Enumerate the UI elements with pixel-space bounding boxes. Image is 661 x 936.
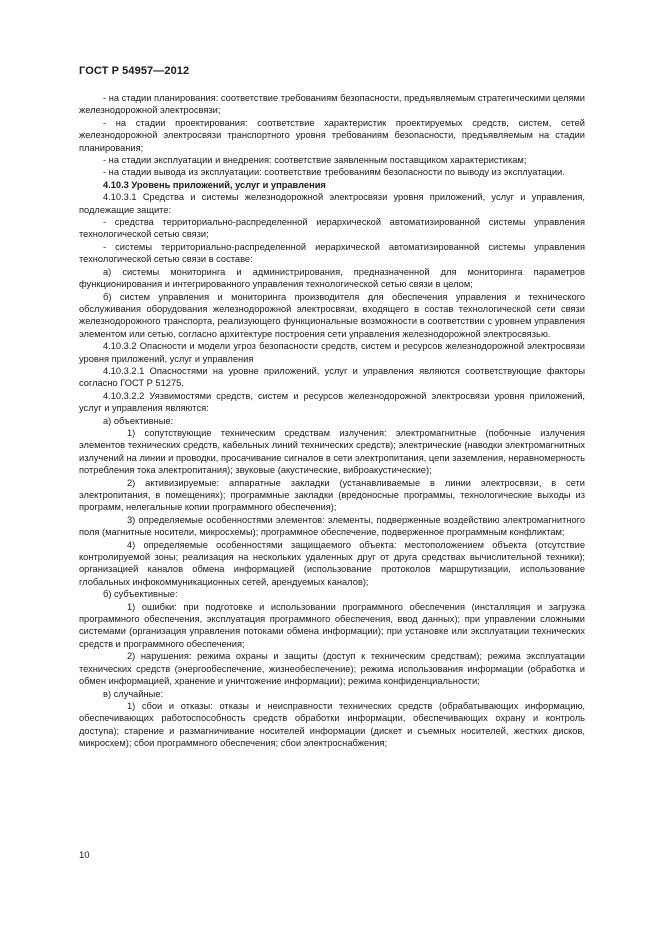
paragraph: 4.10.3.1 Средства и системы железнодорожной электросвязи уровня приложений, услуг и управления, подлежащие защите: <box>79 192 585 215</box>
paragraph: - средства территориально-распределенной иерархической автоматизированной системы управления технологической сетью связи; <box>79 217 585 240</box>
paragraph: 1) сопутствующие техническим средствам излучения: электромагнитные (побочные излучения элементов технических средств, кабельных линий технических средств); электрические (наводки электромагнитных излучений на линии и проводки, просачивание сигналов в сети электропитания, цепи заземления, неравномерность потребления тока электропитания); звуковые (акустические, виброакустические); <box>79 427 585 476</box>
paragraph: - на стадии планирования: соответствие требованиям безопасности, предъявляемым стратегическими целями железнодорожной электросвязи; <box>79 93 585 116</box>
paragraph: - на стадии вывода из эксплуатации: соответствие требованиям безопасности по выводу из эксплуатации. <box>103 167 565 178</box>
paragraph: - системы территориально-распределенной иерархической автоматизированной системы управления технологической сетью связи в составе: <box>79 241 585 265</box>
paragraph: 3) определяемые особенностями элементов: элементы, подверженные воздействию электромагнитного поля (магнитные носители, микросхемы); программное обеспечение, подверженное программным конфликтам; <box>79 514 585 538</box>
paragraph: а) системы мониторинга и администрирования, предназначенной для мониторинга параметров функционирования и интегрированного управления технологической сетью связи в целом; <box>79 266 585 290</box>
paragraph: 1) ошибки: при подготовке и использовании программного обеспечения (инсталляция и загрузка программного обеспечения, эксплуатация программного обеспечения, ввод данных); при управлении сложными системами (организация управления потоками обмена информации); при установке или эксплуатации технических средств и программного обеспечения; <box>79 601 585 649</box>
paragraph: 4) определяемые особенностями защищаемого объекта: местоположением объекта (отсутствие контролируемой зоны; реализация на нескольких удаленных друг от друга средствах вычислительной техники); организацией каналов обмена информацией (использование протоколов маршрутизации, использование глобальных инфокоммуникационных сетей, арендуемых каналов); <box>79 539 585 587</box>
paragraph: а) объективные: <box>103 415 174 426</box>
paragraph: б) систем управления и мониторинга производителя для обеспечения управления и технического обслуживания оборудования железнодорожной электросвязи, входящего в состав технологической сети связи железнодорожного транспорта, реализующего функциональные возможности в соответствии с уровнем управления элементом или сетью, согласно архитектуре построения сети управления железнодорожной электросвязью. <box>79 291 585 339</box>
section-heading: 4.10.3 Уровень приложений, услуг и управления <box>103 179 326 190</box>
paragraph: 1) сбои и отказы: отказы и неисправности технических средств (обрабатывающих информацию, обеспечивающих работоспособность средств обработки информации, обеспечивающих охрану и контроль доступа); старение и размагничивание носителей информации (дискет и съемных носителей, жестких дисков, микросхем); сбои программного обеспечения; сбои электроснабжения; <box>79 700 585 749</box>
paragraph: в) случайные: <box>103 688 164 699</box>
paragraph: 2) нарушения: режима охраны и защиты (доступ к техническим средствам); режима эксплуатации технических средств (энергообеспечение, жизнеобеспечение); режима использования информации (обработка и обмен информацией, хранение и уничтожение информации); режима конфиденциальности; <box>79 651 585 687</box>
document-body <box>79 92 585 750</box>
paragraph: 4.10.3.2 Опасности и модели угроз безопасности средств, систем и ресурсов железнодорожной электросвязи уровня приложений, услуг и управления <box>79 341 585 364</box>
paragraph: - на стадии проектирования: соответствие характеристик проектируемых средств, систем, сетей железнодорожной электросвязи транспортного уровня требованиям безопасности, предъявляемым на стадии планирования; <box>79 117 585 153</box>
paragraph: б) субъективные: <box>103 589 178 600</box>
paragraph: - на стадии эксплуатации и внедрения: соответствие заявленным поставщиком характеристикам; <box>103 155 527 166</box>
document-header: ГОСТ Р 54957—2012 <box>79 65 190 77</box>
paragraph: 2) активизируемые: аппаратные закладки (устанавливаемые в линии электросвязи, в сети электропитания, в помещениях); программные закладки (вредоносные программы, технологические выходы из программ, нелегальные копии программного обеспечения); <box>79 477 585 513</box>
paragraph: 4.10.3.2.1 Опасностями на уровне приложений, услуг и управления являются соответствующие факторы согласно ГОСТ Р 51275. <box>79 365 585 389</box>
page-number: 10 <box>79 850 90 861</box>
paragraph: 4.10.3.2.2 Уязвимостями средств, систем и ресурсов железнодорожной электросвязи уровня приложений, услуг и управления являются: <box>79 390 585 414</box>
